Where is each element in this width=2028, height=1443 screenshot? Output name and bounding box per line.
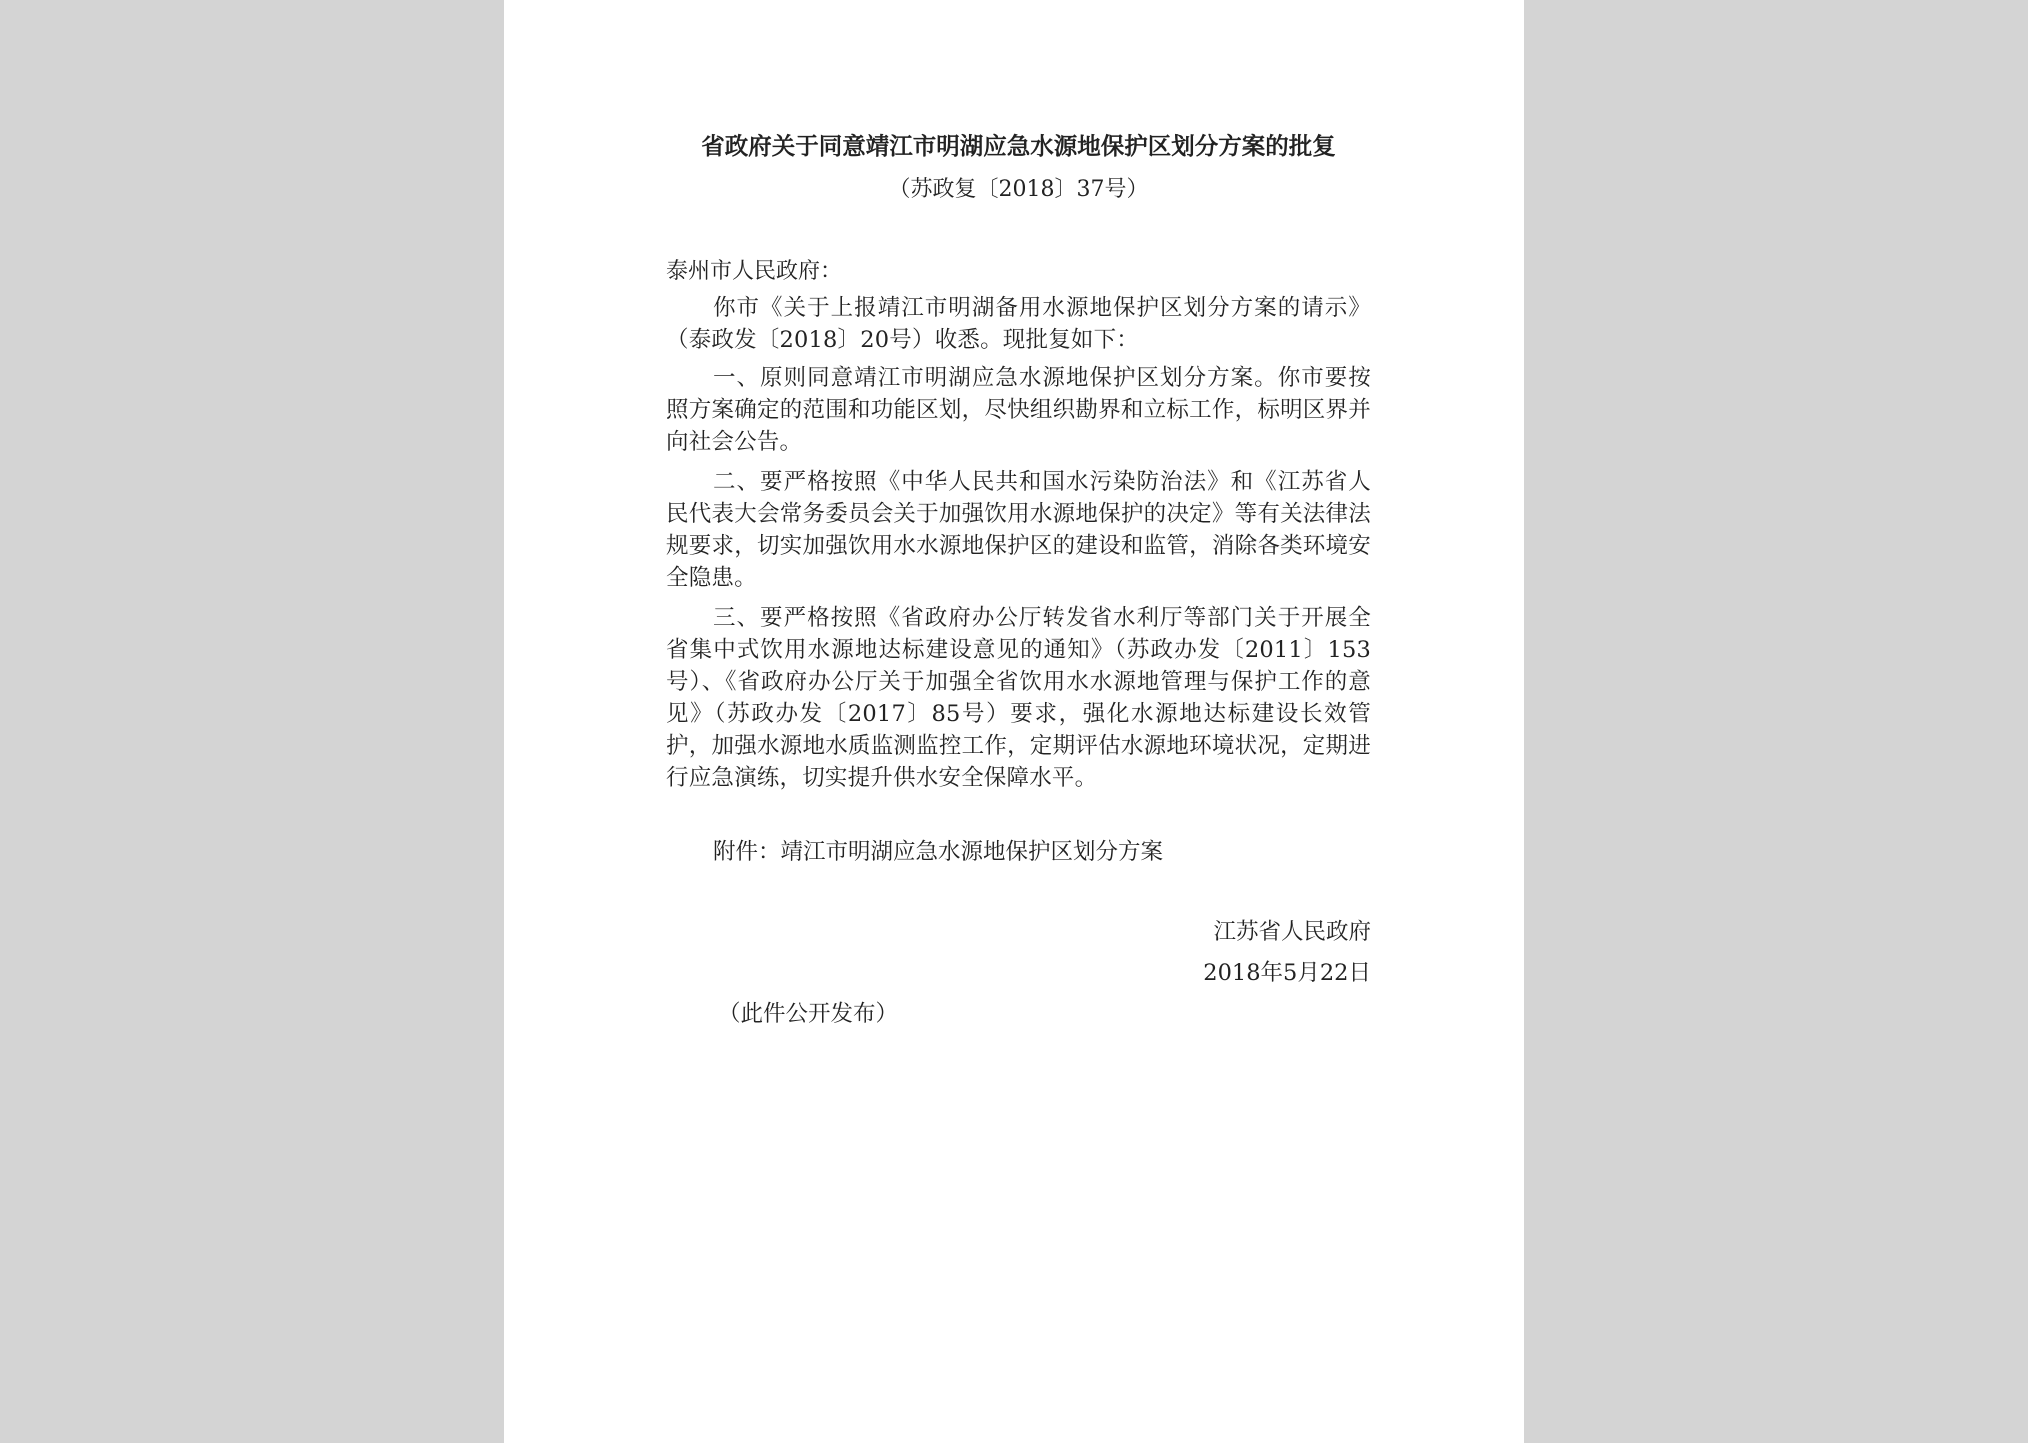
- body-paragraph-2: 二、要严格按照《中华人民共和国水污染防治法》和《江苏省人民代表大会常务委员会关于加强饮用水源地保护的决定》等有关法律法规要求，切实加强饮用水水源地保护区的建设和监管，消除各类环境安全隐患。: [666, 469, 1371, 591]
- signer: 江苏省人民政府: [1213, 919, 1371, 945]
- issue-date: 2018年5月22日: [1203, 960, 1371, 986]
- body-paragraph-intro: 你市《关于上报靖江市明湖备用水源地保护区划分方案的请示》（泰政发〔2018〕20号）收悉。现批复如下：: [666, 295, 1371, 353]
- document-page: [504, 0, 1524, 1443]
- document-number: （苏政复〔2018〕37号）: [888, 177, 1149, 202]
- publish-note: （此件公开发布）: [718, 1001, 899, 1027]
- body-paragraph-1: 一、原则同意靖江市明湖应急水源地保护区划分方案。你市要按照方案确定的范围和功能区划，尽快组织勘界和立标工作，标明区界并向社会公告。: [666, 365, 1371, 455]
- body-paragraph-3: 三、要严格按照《省政府办公厅转发省水利厅等部门关于开展全省集中式饮用水源地达标建设意见的通知》（苏政办发〔2011〕153号）、《省政府办公厅关于加强全省饮用水水源地管理与保护工作的意见》（苏政办发〔2017〕85号）要求，强化水源地达标建设长效管护，加强水源地水质监测监控工作，定期评估水源地环境状况，定期进行应急演练，切实提升供水安全保障水平。: [666, 605, 1371, 791]
- salutation: 泰州市人民政府：: [666, 259, 843, 284]
- attachment-line: 附件：靖江市明湖应急水源地保护区划分方案: [713, 839, 1164, 865]
- document-title: 省政府关于同意靖江市明湖应急水源地保护区划分方案的批复: [701, 132, 1336, 160]
